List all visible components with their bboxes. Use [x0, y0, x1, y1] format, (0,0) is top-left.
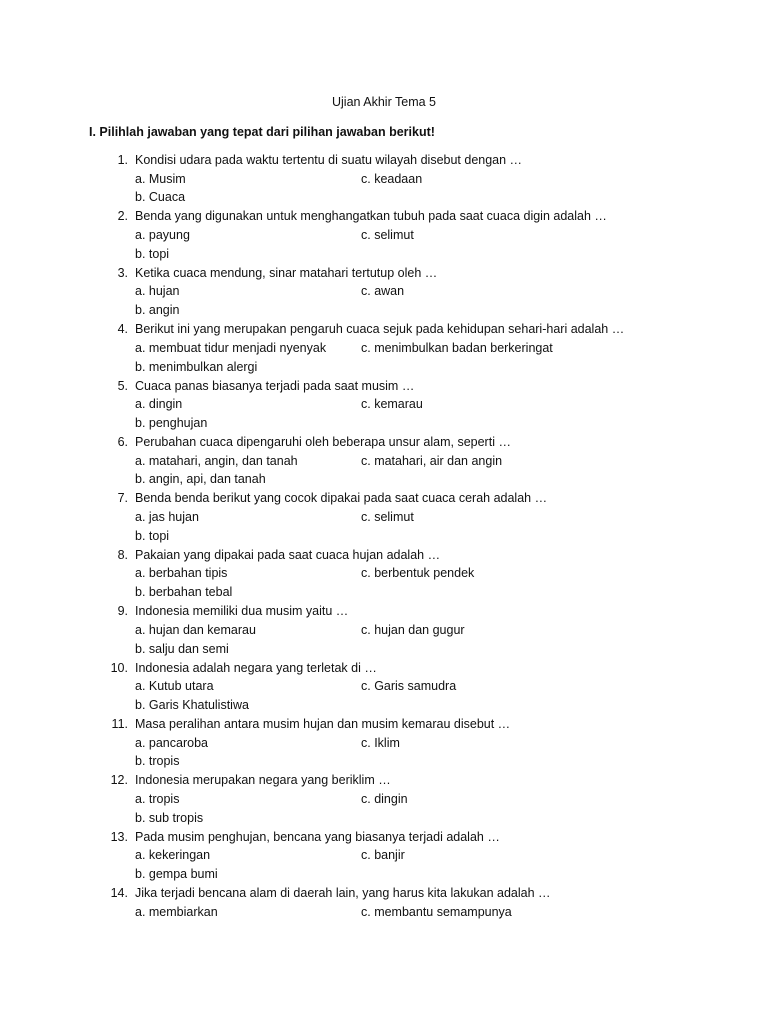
question-text: Benda yang digunakan untuk menghangatkan tubuh pada saat cuaca digin adalah …: [135, 209, 607, 224]
option-a: a. Musim: [135, 171, 186, 186]
option-b: b. gempa bumi: [135, 867, 218, 882]
option-a: a. hujan: [135, 284, 180, 299]
option-a: a. membiarkan: [135, 904, 218, 919]
question-number: 4.: [117, 322, 128, 337]
option-c: c. kemarau: [361, 397, 423, 412]
option-b: b. topi: [135, 528, 170, 543]
question-text: Indonesia merupakan negara yang beriklim …: [135, 773, 391, 788]
question-number: 14.: [110, 886, 128, 901]
option-c: c. menimbulkan badan berkeringat: [361, 340, 553, 355]
option-b: b. menimbulkan alergi: [135, 359, 258, 374]
option-b: b. berbahan tebal: [135, 585, 233, 600]
question-number: 5.: [117, 378, 128, 393]
option-c: c. membantu semampunya: [361, 904, 512, 919]
option-c: c. hujan dan gugur: [361, 622, 465, 637]
question-number: 8.: [117, 547, 128, 562]
question-text: Jika terjadi bencana alam di daerah lain, yang harus kita lakukan adalah …: [135, 886, 551, 901]
question-text: Indonesia adalah negara yang terletak di …: [135, 660, 377, 675]
option-c: c. Iklim: [361, 735, 400, 750]
page-title: Ujian Akhir Tema 5: [332, 95, 436, 109]
option-b: b. Garis Khatulistiwa: [135, 697, 249, 712]
option-c: c. selimut: [361, 228, 414, 243]
question-text: Pada musim penghujan, bencana yang biasanya terjadi adalah …: [135, 829, 500, 844]
option-c: c. dingin: [361, 792, 408, 807]
option-b: b. sub tropis: [135, 810, 204, 825]
option-a: a. hujan dan kemarau: [135, 622, 256, 637]
option-a: a. matahari, angin, dan tanah: [135, 453, 298, 468]
question-text: Berikut ini yang merupakan pengaruh cuaca sejuk pada kehidupan sehari-hari adalah …: [135, 322, 625, 337]
option-c: c. berbentuk pendek: [361, 566, 475, 581]
question-number: 11.: [111, 717, 128, 731]
question-number: 1.: [117, 153, 128, 167]
option-a: a. dingin: [135, 397, 183, 412]
option-c: c. selimut: [361, 510, 414, 525]
question-number: 3.: [117, 265, 128, 280]
option-b: b. penghujan: [135, 415, 208, 430]
question-text: Ketika cuaca mendung, sinar matahari tertutup oleh …: [135, 265, 438, 280]
option-b: b. salju dan semi: [135, 641, 229, 656]
option-a: a. berbahan tipis: [135, 566, 228, 581]
option-c: c. awan: [361, 284, 405, 299]
question-text: Indonesia memiliki dua musim yaitu …: [135, 604, 349, 619]
option-a: a. Kutub utara: [135, 679, 214, 694]
option-b: b. topi: [135, 246, 170, 261]
question-number: 2.: [117, 209, 128, 224]
section-heading: I. Pilihlah jawaban yang tepat dari pilihan jawaban berikut!: [89, 125, 435, 139]
question-number: 13.: [110, 829, 128, 844]
option-c: c. matahari, air dan angin: [361, 453, 503, 468]
option-c: c. keadaan: [361, 171, 423, 186]
question-text: Pakaian yang dipakai pada saat cuaca hujan adalah …: [135, 547, 441, 562]
question-number: 10.: [110, 660, 128, 675]
option-b: b. tropis: [135, 754, 180, 769]
option-b: b. angin, api, dan tanah: [135, 472, 266, 487]
question-text: Perubahan cuaca dipengaruhi oleh beberapa unsur alam, seperti …: [135, 435, 511, 449]
option-a: a. payung: [135, 228, 190, 243]
question-number: 6.: [117, 435, 128, 449]
question-text: Kondisi udara pada waktu tertentu di suatu wilayah disebut dengan …: [135, 153, 523, 167]
question-number: 7.: [117, 491, 128, 506]
option-a: a. kekeringan: [135, 848, 211, 863]
question-number: 9.: [117, 604, 128, 619]
question-text: Masa peralihan antara musim hujan dan musim kemarau disebut …: [135, 717, 511, 731]
question-number: 12.: [110, 773, 128, 788]
option-a: a. membuat tidur menjadi nyenyak: [135, 340, 327, 355]
question-text: Benda benda berikut yang cocok dipakai pada saat cuaca cerah adalah …: [135, 491, 548, 506]
option-b: b. angin: [135, 303, 180, 318]
option-b: b. Cuaca: [135, 190, 186, 205]
option-c: c. banjir: [361, 848, 405, 863]
option-a: a. jas hujan: [135, 510, 199, 525]
option-c: c. Garis samudra: [361, 679, 457, 694]
option-a: a. tropis: [135, 792, 180, 807]
option-a: a. pancaroba: [135, 735, 208, 750]
question-text: Cuaca panas biasanya terjadi pada saat musim …: [135, 378, 415, 393]
